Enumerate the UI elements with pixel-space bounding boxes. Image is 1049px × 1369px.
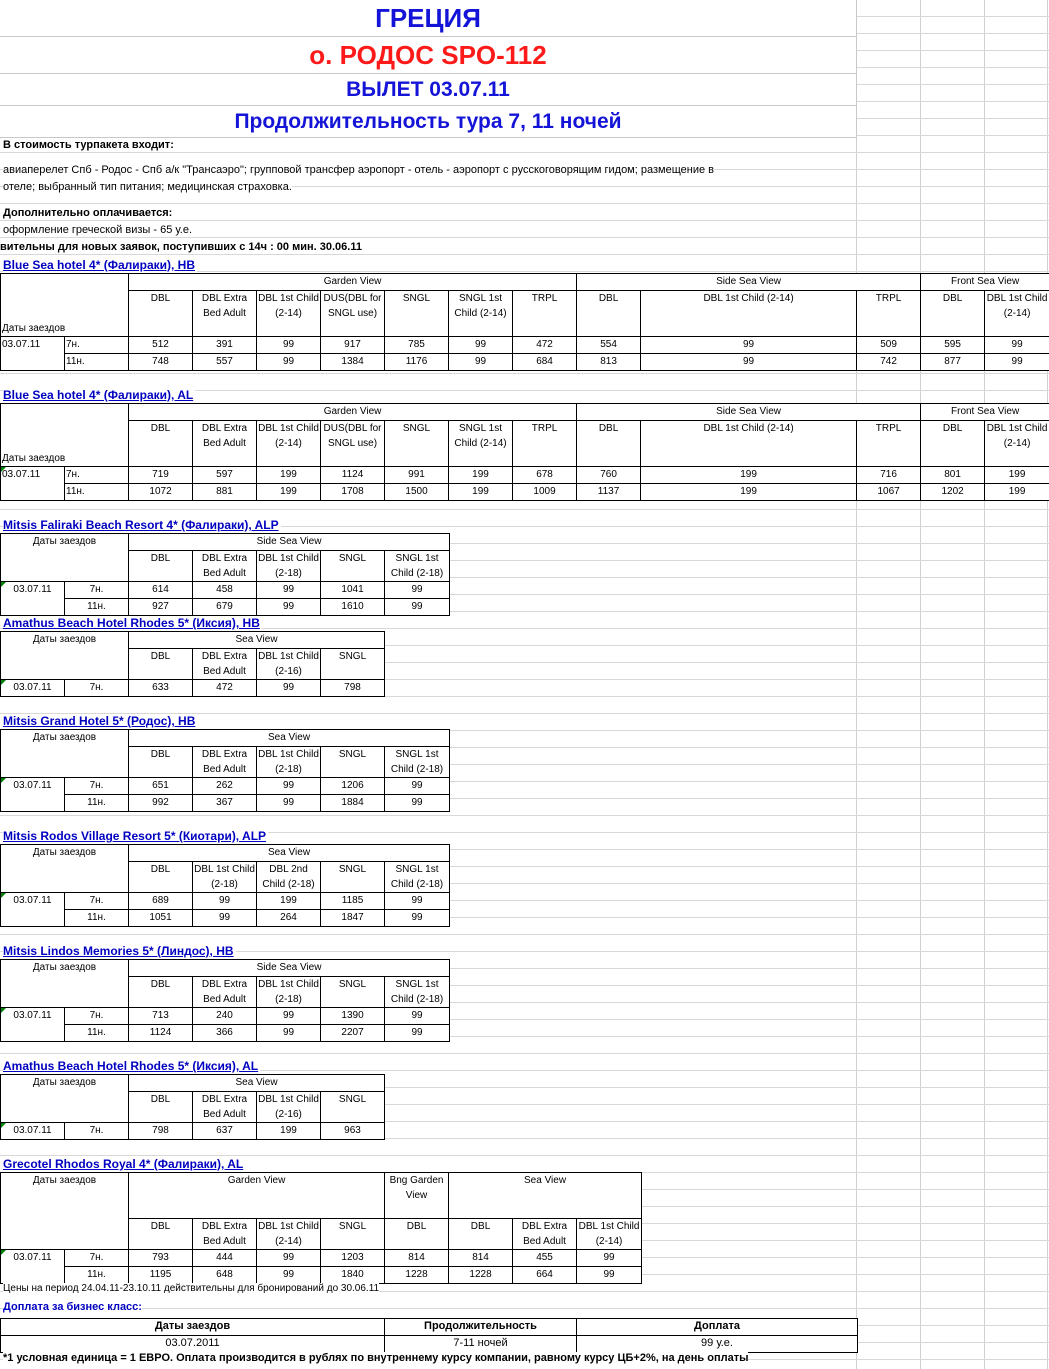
price-cell: 742	[857, 354, 921, 371]
date-cell: 03.07.11	[1, 1008, 65, 1042]
business-cell: 7-11 ночей	[385, 1336, 577, 1353]
business-cell: 03.07.2011	[1, 1336, 385, 1353]
price-cell: 1067	[857, 484, 921, 501]
group-header: Side Sea View	[129, 534, 450, 551]
group-header: Sea View	[129, 1075, 385, 1092]
column-header: SNGL	[385, 421, 449, 467]
price-cell: 240	[193, 1008, 257, 1025]
price-cell: 637	[193, 1123, 257, 1140]
column-header: DBL	[921, 421, 985, 467]
column-header: SNGL	[385, 291, 449, 337]
extra-title: Дополнительно оплачивается:	[3, 207, 173, 219]
price-cell: 1203	[321, 1250, 385, 1267]
price-table	[0, 959, 450, 1042]
hotel-title[interactable]: Mitsis Rodos Village Resort 5* (Киотари), ALP	[3, 829, 267, 843]
nights-cell: 11н.	[65, 354, 129, 371]
business-title: Доплата за бизнес класс:	[3, 1301, 142, 1313]
price-cell: 455	[513, 1250, 577, 1267]
comment-marker-icon	[1, 1250, 6, 1255]
date-cell: 03.07.11	[1, 1123, 65, 1140]
business-header: Даты заездов	[1, 1319, 385, 1336]
column-header: DBL Extra Bed Adult	[193, 1219, 257, 1250]
price-cell: 1051	[129, 910, 193, 927]
dates-header: Даты заездов	[1, 730, 129, 778]
price-cell: 689	[129, 893, 193, 910]
column-header: DBL 1st Child (2-16)	[257, 1092, 321, 1123]
currency-note: *1 условная единица = 1 ЕВРО. Оплата производится в рублях по внутреннему курсу компании, равному курсу ЦБ+2%, на день оплаты	[3, 1352, 749, 1364]
hotel-title[interactable]: Amathus Beach Hotel Rhodes 5* (Иксия), AL	[3, 1059, 259, 1073]
nights-cell: 7н.	[65, 680, 129, 697]
column-header: DBL 1st Child (2-18)	[257, 747, 321, 778]
price-cell: 99	[193, 893, 257, 910]
price-cell: 99	[257, 1267, 321, 1284]
price-cell: 99	[385, 1008, 450, 1025]
comment-marker-icon	[1, 1008, 6, 1013]
column-header: DBL 1st Child (2-14)	[641, 291, 857, 337]
price-cell: 1228	[449, 1267, 513, 1284]
price-table	[0, 1172, 642, 1284]
nights-cell: 11н.	[65, 1267, 129, 1284]
price-cell: 1228	[385, 1267, 449, 1284]
column-header: TRPL	[857, 291, 921, 337]
date-cell: 03.07.11	[1, 1250, 65, 1284]
column-header: SNGL 1st Child (2-18)	[385, 862, 450, 893]
hotel-title[interactable]: Grecotel Rhodos Royal 4* (Фалираки), AL	[3, 1157, 244, 1171]
column-header: DBL	[129, 1092, 193, 1123]
country-title: ГРЕЦИЯ	[0, 0, 857, 37]
period-note: Цены на период 24.04.11-23.10.11 действительны для бронирований до 30.06.11	[3, 1283, 380, 1294]
price-cell: 927	[129, 599, 193, 616]
price-cell: 199	[641, 484, 857, 501]
price-cell: 963	[321, 1123, 385, 1140]
price-cell: 557	[193, 354, 257, 371]
price-cell: 199	[449, 467, 513, 484]
group-header: Bng Garden View	[385, 1173, 449, 1219]
price-cell: 664	[513, 1267, 577, 1284]
price-cell: 991	[385, 467, 449, 484]
column-header: DBL	[129, 747, 193, 778]
column-header: TRPL	[857, 421, 921, 467]
included-line-2: отеле; выбранный тип питания; медицинская страховка.	[3, 181, 292, 193]
group-header: Side Sea View	[129, 960, 450, 977]
price-table	[0, 631, 385, 697]
price-cell: 760	[577, 467, 641, 484]
column-header: DBL	[129, 862, 193, 893]
comment-marker-icon	[1, 893, 6, 898]
price-cell: 1124	[321, 467, 385, 484]
dates-header: Даты заездов	[1, 534, 129, 582]
included-title: В стоимость турпакета входит:	[3, 139, 174, 151]
group-header: Front Sea View	[921, 404, 1049, 421]
price-cell: 366	[193, 1025, 257, 1042]
price-cell: 99	[257, 795, 321, 812]
price-cell: 99	[257, 778, 321, 795]
price-cell: 1009	[513, 484, 577, 501]
business-cell: 99 у.е.	[577, 1336, 858, 1353]
price-cell: 1884	[321, 795, 385, 812]
column-header: DUS(DBL for SNGL use)	[321, 291, 385, 337]
column-header: DBL 1st Child (2-18)	[257, 977, 321, 1008]
price-cell: 509	[857, 337, 921, 354]
price-cell: 597	[193, 467, 257, 484]
price-cell: 1610	[321, 599, 385, 616]
column-header: SNGL 1st Child (2-14)	[449, 421, 513, 467]
price-cell: 1384	[321, 354, 385, 371]
column-header: TRPL	[513, 291, 577, 337]
group-header: Garden View	[129, 404, 577, 421]
column-header: DBL	[129, 649, 193, 680]
price-cell: 1708	[321, 484, 385, 501]
price-cell: 1202	[921, 484, 985, 501]
column-header: SNGL	[321, 1219, 385, 1250]
price-cell: 595	[921, 337, 985, 354]
dates-header: Даты заездов	[1, 1173, 129, 1250]
group-header: Front Sea View	[921, 274, 1049, 291]
price-cell: 648	[193, 1267, 257, 1284]
price-cell: 512	[129, 337, 193, 354]
price-cell: 99	[257, 680, 321, 697]
column-header: DBL 1st Child (2-14)	[641, 421, 857, 467]
date-cell: 03.07.11	[1, 467, 65, 501]
price-cell: 199	[257, 484, 321, 501]
price-cell: 99	[257, 1250, 321, 1267]
column-header: DBL	[129, 551, 193, 582]
price-cell: 99	[257, 1008, 321, 1025]
price-cell: 881	[193, 484, 257, 501]
price-cell: 99	[385, 599, 450, 616]
price-cell: 472	[193, 680, 257, 697]
nights-cell: 7н.	[65, 337, 129, 354]
hotel-title[interactable]: Mitsis Lindos Memories 5* (Линдос), HB	[3, 944, 234, 958]
price-cell: 99	[641, 354, 857, 371]
nights-cell: 7н.	[65, 1123, 129, 1140]
column-header: DBL Extra Bed Adult	[193, 977, 257, 1008]
group-header: Sea View	[129, 632, 385, 649]
comment-marker-icon	[1, 467, 6, 472]
included-line-1: авиаперелет Спб - Родос - Спб а/к "Трансаэро"; групповой трансфер аэропорт - отель - аэропорт с русскоговорящим гидом; размещение в	[3, 164, 714, 176]
column-header: DBL 1st Child (2-14)	[257, 1219, 321, 1250]
column-header: SNGL	[321, 747, 385, 778]
price-table	[0, 533, 450, 616]
price-cell: 814	[385, 1250, 449, 1267]
nights-cell: 11н.	[65, 795, 129, 812]
price-cell: 99	[257, 1025, 321, 1042]
price-cell: 99	[257, 582, 321, 599]
dates-header: Даты заездов	[1, 1075, 129, 1123]
price-cell: 1206	[321, 778, 385, 795]
price-cell: 199	[257, 893, 321, 910]
column-header: SNGL 1st Child (2-18)	[385, 551, 450, 582]
column-header: DBL	[129, 1219, 193, 1250]
column-header: DBL	[129, 291, 193, 337]
price-cell: 99	[385, 778, 450, 795]
hotel-title[interactable]: Mitsis Grand Hotel 5* (Родос), HB	[3, 714, 196, 728]
hotel-title[interactable]: Blue Sea hotel 4* (Фалираки), HB	[3, 258, 195, 272]
column-header: DBL 1st Child (2-14)	[257, 421, 321, 467]
dates-header: Даты заездов	[1, 274, 129, 337]
price-cell: 262	[193, 778, 257, 795]
price-cell: 99	[985, 354, 1049, 371]
nights-cell: 7н.	[65, 1250, 129, 1267]
column-header: SNGL	[321, 977, 385, 1008]
price-cell: 793	[129, 1250, 193, 1267]
column-header: DBL Extra Bed Adult	[193, 291, 257, 337]
group-header: Garden View	[129, 1173, 385, 1219]
column-header: DBL Extra Bed Adult	[193, 747, 257, 778]
duration-title: Продолжительность тура 7, 11 ночей	[0, 106, 857, 138]
comment-marker-icon	[1, 778, 6, 783]
price-cell: 99	[257, 337, 321, 354]
price-cell: 199	[257, 1123, 321, 1140]
price-cell: 1185	[321, 893, 385, 910]
column-header: DBL 2nd Child (2-18)	[257, 862, 321, 893]
column-header: SNGL	[321, 1092, 385, 1123]
business-header: Доплата	[577, 1319, 858, 1336]
price-cell: 99	[385, 1025, 450, 1042]
departure-title: ВЫЛЕТ 03.07.11	[0, 74, 857, 106]
price-cell: 813	[577, 354, 641, 371]
price-cell: 798	[321, 680, 385, 697]
dates-header: Даты заездов	[1, 404, 129, 467]
price-cell: 472	[513, 337, 577, 354]
column-header: DBL Extra Bed Adult	[193, 1092, 257, 1123]
nights-cell: 11н.	[65, 910, 129, 927]
column-header: DBL Extra Bed Adult	[193, 421, 257, 467]
price-cell: 678	[513, 467, 577, 484]
nights-cell: 7н.	[65, 1008, 129, 1025]
price-cell: 199	[985, 484, 1049, 501]
group-header: Side Sea View	[577, 404, 921, 421]
price-cell: 679	[193, 599, 257, 616]
column-header: DBL 1st Child (2-16)	[257, 649, 321, 680]
price-cell: 99	[577, 1267, 642, 1284]
price-cell: 713	[129, 1008, 193, 1025]
date-cell: 03.07.11	[1, 582, 65, 616]
date-cell: 03.07.11	[1, 893, 65, 927]
extra-line: оформление греческой визы - 65 у.е.	[3, 224, 193, 236]
price-cell: 99	[257, 354, 321, 371]
date-cell: 03.07.11	[1, 778, 65, 812]
price-cell: 99	[577, 1250, 642, 1267]
hotel-title[interactable]: Amathus Beach Hotel Rhodes 5* (Иксия), HB	[3, 616, 260, 630]
price-cell: 1195	[129, 1267, 193, 1284]
price-cell: 99	[385, 795, 450, 812]
price-cell: 801	[921, 467, 985, 484]
column-header: DBL 1st Child (2-14)	[985, 421, 1049, 467]
price-cell: 99	[449, 354, 513, 371]
dates-header: Даты заездов	[1, 845, 129, 893]
column-header: DBL 1st Child (2-18)	[257, 551, 321, 582]
column-header: DBL 1st Child (2-18)	[193, 862, 257, 893]
price-table	[0, 1074, 385, 1140]
group-header: Garden View	[129, 274, 577, 291]
date-cell: 03.07.11	[1, 680, 65, 697]
price-cell: 719	[129, 467, 193, 484]
price-cell: 199	[641, 467, 857, 484]
island-title: о. РОДОС SPO-112	[0, 37, 857, 74]
nights-cell: 7н.	[65, 778, 129, 795]
comment-marker-icon	[1, 1123, 6, 1128]
price-cell: 391	[193, 337, 257, 354]
dates-header: Даты заездов	[1, 632, 129, 680]
price-cell: 684	[513, 354, 577, 371]
date-cell: 03.07.11	[1, 337, 65, 371]
price-cell: 1390	[321, 1008, 385, 1025]
price-cell: 99	[385, 582, 450, 599]
price-cell: 99	[257, 599, 321, 616]
comment-marker-icon	[1, 680, 6, 685]
nights-cell: 11н.	[65, 484, 129, 501]
hotel-title[interactable]: Mitsis Faliraki Beach Resort 4* (Фалираки), ALP	[3, 518, 279, 532]
price-cell: 1847	[321, 910, 385, 927]
price-cell: 1176	[385, 354, 449, 371]
validity-note: вительны для новых заявок, поступивших с 14ч : 00 мин. 30.06.11	[0, 241, 362, 253]
price-cell: 814	[449, 1250, 513, 1267]
price-cell: 1840	[321, 1267, 385, 1284]
column-header: SNGL 1st Child (2-18)	[385, 747, 450, 778]
column-header: DBL 1st Child (2-14)	[985, 291, 1049, 337]
column-header: DBL Extra Bed Adult	[193, 551, 257, 582]
column-header: SNGL	[321, 649, 385, 680]
price-cell: 1041	[321, 582, 385, 599]
nights-cell: 11н.	[65, 599, 129, 616]
price-cell: 264	[257, 910, 321, 927]
column-header: DUS(DBL for SNGL use)	[321, 421, 385, 467]
column-header: DBL 1st Child (2-14)	[577, 1219, 642, 1250]
price-cell: 99	[449, 337, 513, 354]
price-table	[0, 273, 1049, 371]
column-header: DBL	[577, 291, 641, 337]
price-cell: 99	[641, 337, 857, 354]
nights-cell: 7н.	[65, 582, 129, 599]
nights-cell: 7н.	[65, 893, 129, 910]
dates-header: Даты заездов	[1, 960, 129, 1008]
price-cell: 444	[193, 1250, 257, 1267]
price-cell: 99	[985, 337, 1049, 354]
price-cell: 1500	[385, 484, 449, 501]
nights-cell: 7н.	[65, 467, 129, 484]
price-cell: 554	[577, 337, 641, 354]
price-cell: 99	[385, 893, 450, 910]
price-cell: 458	[193, 582, 257, 599]
price-cell: 651	[129, 778, 193, 795]
column-header: SNGL 1st Child (2-14)	[449, 291, 513, 337]
business-table	[0, 1318, 858, 1353]
price-table	[0, 844, 450, 927]
column-header: DBL Extra Bed Adult	[513, 1219, 577, 1250]
column-header: DBL	[449, 1219, 513, 1250]
price-cell: 1124	[129, 1025, 193, 1042]
price-cell: 2207	[321, 1025, 385, 1042]
price-table	[0, 729, 450, 812]
group-header: Sea View	[129, 730, 450, 747]
column-header: DBL 1st Child (2-14)	[257, 291, 321, 337]
price-cell: 748	[129, 354, 193, 371]
price-cell: 199	[449, 484, 513, 501]
price-cell: 798	[129, 1123, 193, 1140]
column-header: DBL	[129, 421, 193, 467]
column-header: DBL Extra Bed Adult	[193, 649, 257, 680]
price-cell: 1137	[577, 484, 641, 501]
group-header: Sea View	[129, 845, 450, 862]
column-header: SNGL	[321, 551, 385, 582]
price-cell: 633	[129, 680, 193, 697]
price-cell: 199	[257, 467, 321, 484]
price-cell: 877	[921, 354, 985, 371]
price-cell: 99	[385, 910, 450, 927]
column-header: DBL	[921, 291, 985, 337]
price-cell: 917	[321, 337, 385, 354]
group-header: Side Sea View	[577, 274, 921, 291]
group-header: Sea View	[449, 1173, 642, 1219]
nights-cell: 11н.	[65, 1025, 129, 1042]
price-cell: 992	[129, 795, 193, 812]
price-cell: 367	[193, 795, 257, 812]
comment-marker-icon	[1, 582, 6, 587]
column-header: DBL	[385, 1219, 449, 1250]
price-cell: 614	[129, 582, 193, 599]
hotel-title[interactable]: Blue Sea hotel 4* (Фалираки), AL	[3, 388, 194, 402]
column-header: SNGL 1st Child (2-18)	[385, 977, 450, 1008]
price-table	[0, 403, 1049, 501]
column-header: DBL	[129, 977, 193, 1008]
price-cell: 99	[193, 910, 257, 927]
price-cell: 199	[985, 467, 1049, 484]
price-cell: 785	[385, 337, 449, 354]
column-header: DBL	[577, 421, 641, 467]
price-cell: 716	[857, 467, 921, 484]
column-header: TRPL	[513, 421, 577, 467]
business-header: Продолжительность	[385, 1319, 577, 1336]
price-cell: 1072	[129, 484, 193, 501]
column-header: SNGL	[321, 862, 385, 893]
